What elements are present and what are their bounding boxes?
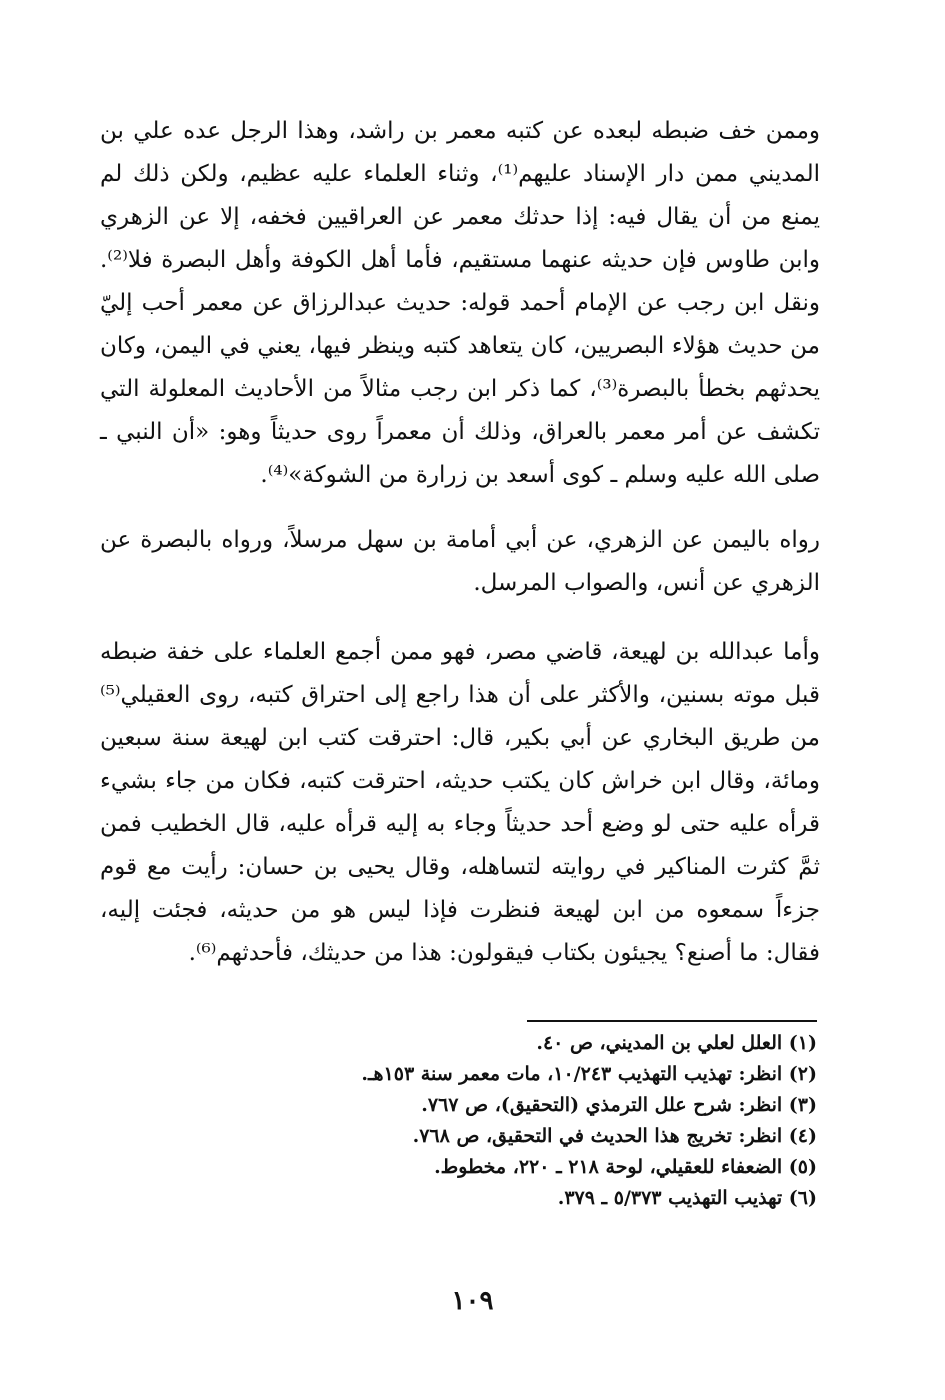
- footnote-1: (١) العلل لعلي بن المديني، ص ٤٠.: [536, 1032, 817, 1054]
- footnote-4: (٤) انظر: تخريج هذا الحديث في التحقيق، ص ٧٦٨.: [412, 1125, 817, 1147]
- footnote-5: (٥) الضعفاء للعقيلي، لوحة ٢١٨ ـ ٢٢٠، مخطوط.: [434, 1156, 817, 1178]
- footnote-3: (٣) انظر: شرح علل الترمذي (التحقيق)، ص ٧٦٧.: [421, 1094, 817, 1116]
- paragraph-3: وأما عبدالله بن لهيعة، قاضي مصر، فهو ممن أجمع العلماء على خفة ضبطه قبل موته بسنين، والأكثر على أن هذا راجع إلى احتراق كتبه، روى العقيلي⁽⁵⁾ من طريق البخاري عن أبي بكير، قال: احترقت كتب ابن لهيعة سنة سبعين ومائة، وقال ابن خراش كان يكتب حديثه، احترقت كتبه، فكان من جاء بشيء قرأه عليه حتى لو وضع أحد حديثاً وجاء به إليه قرأه عليه، قال الخطيب فمن ثمَّ كثرت المناكير في روايته لتساهله، وقال يحيى بن حسان: رأيت مع قوم جزءاً سمعوه من ابن لهيعة فنظرت فإذا ليس هو من حديثه، فجئت إليه، فقال: ما أصنع؟ يجيئون بكتاب فيقولون: هذا من حديثك، فأحدثهم⁽⁶⁾.: [100, 639, 820, 966]
- paragraph-1: وممن خف ضبطه لبعده عن كتبه معمر بن راشد، وهذا الرجل عده علي بن المديني ممن دار الإسناد عليهم⁽¹⁾، وثناء العلماء عليه عظيم، ولكن ذلك لم يمنع من أن يقال فيه: إذا حدثك معمر عن العراقيين فخفه، إلا عن الزهري وابن طاوس فإن حديثه عنهما مستقيم، فأما أهل الكوفة وأهل البصرة فلا⁽²⁾. ونقل ابن رجب عن الإمام أحمد قوله: حديث عبدالرزاق عن معمر أحب إليّ من حديث هؤلاء البصريين، كان يتعاهد كتبه وينظر فيها، يعني في اليمن، وكان يحدثهم بخطأ بالبصرة⁽³⁾، كما ذكر ابن رجب مثالاً من الأحاديث المعلولة التي تكشف عن أمر معمر بالعراق، وذلك أن معمراً روى حديثاً وهو: «أن النبي ـ صلى الله عليه وسلم ـ كوى أسعد بن زرارة من الشوكة»⁽⁴⁾.: [100, 118, 820, 488]
- footnote-separator: [527, 1020, 817, 1022]
- footnote-6: (٦) تهذيب التهذيب ٥/٣٧٣ ـ ٣٧٩.: [557, 1187, 817, 1209]
- main-text: [100, 110, 820, 975]
- footnotes: [217, 1028, 817, 1214]
- footnote-2: (٢) انظر: تهذيب التهذيب ١٠/٢٤٣، مات معمر سنة ١٥٣هـ.: [361, 1063, 817, 1085]
- paragraph-2: رواه باليمن عن الزهري، عن أبي أمامة بن سهل مرسلاً، ورواه بالبصرة عن الزهري عن أنس، والصواب المرسل.: [100, 527, 820, 596]
- page-number: ١٠٩: [451, 1286, 494, 1316]
